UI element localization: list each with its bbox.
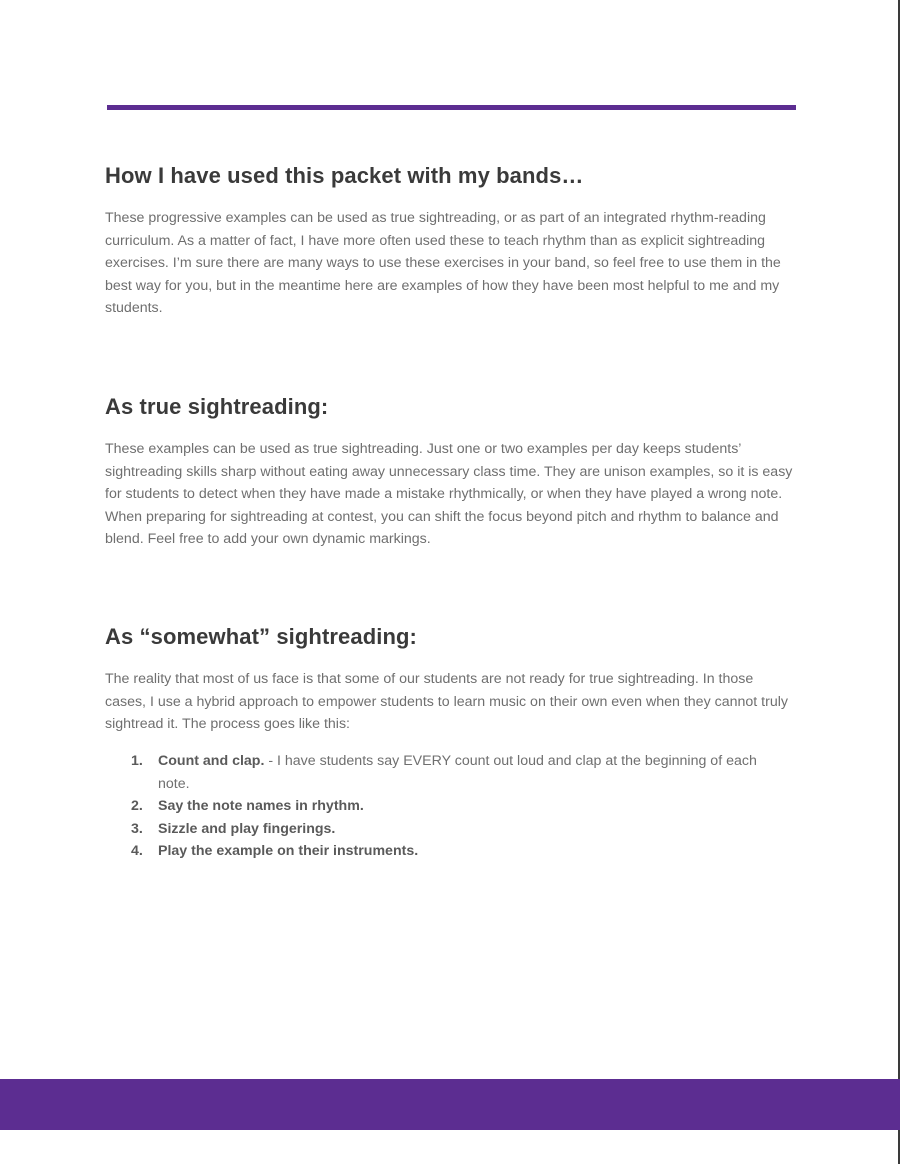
step-number: 4.: [131, 843, 143, 859]
section-heading-used-packet: How I have used this packet with my bands…: [105, 163, 584, 188]
section-body-true-sightreading: These examples can be used as true sightreading. Just one or two examples per day keeps students’ sightreading skills sharp without eating away unnecessary class time. They are unison examples, so it is easy for students to detect when they have made a mistake rhythmically, or when they have played a wrong note. When preparing for sightreading at contest, you can shift the focus beyond pitch and rhythm to balance and blend. Feel free to add your own dynamic markings.: [105, 441, 793, 547]
step-title: Count and clap.: [158, 753, 265, 769]
step-title: Play the example on their instruments.: [158, 843, 419, 859]
process-steps-list: [131, 750, 791, 863]
list-item: [131, 818, 791, 841]
list-item: [131, 795, 791, 818]
section-body-somewhat-sightreading: The reality that most of us face is that some of our students are not ready for true sightreading. In those cases, I use a hybrid approach to empower students to learn music on their own even when they cannot truly sightread it. The process goes like this:: [105, 671, 788, 732]
step-title: Say the note names in rhythm.: [158, 798, 364, 814]
list-item: [131, 840, 791, 863]
top-divider: [107, 105, 796, 110]
step-number: 2.: [131, 798, 143, 814]
section-heading-somewhat-sightreading: As “somewhat” sightreading:: [105, 624, 417, 649]
footer-band: [0, 1079, 900, 1130]
step-number: 3.: [131, 820, 143, 837]
step-detail: - I have students say EVERY count out loud and clap at the beginning of each note.: [158, 753, 757, 792]
step-number: 1.: [131, 753, 143, 769]
section-heading-true-sightreading: As true sightreading:: [105, 394, 329, 419]
list-item: [131, 750, 791, 795]
section-body-used-packet: These progressive examples can be used as true sightreading, or as part of an integrated rhythm-reading curriculum. As a matter of fact, I have more often used these to teach rhythm than as explicit sightreading exercises. I’m sure there are many ways to use these exercises in your band, so feel free to use them in the best way for you, but in the meantime here are examples of how they have been most helpful to me and my students.: [105, 210, 781, 316]
step-title: Sizzle and play fingerings.: [158, 820, 336, 837]
